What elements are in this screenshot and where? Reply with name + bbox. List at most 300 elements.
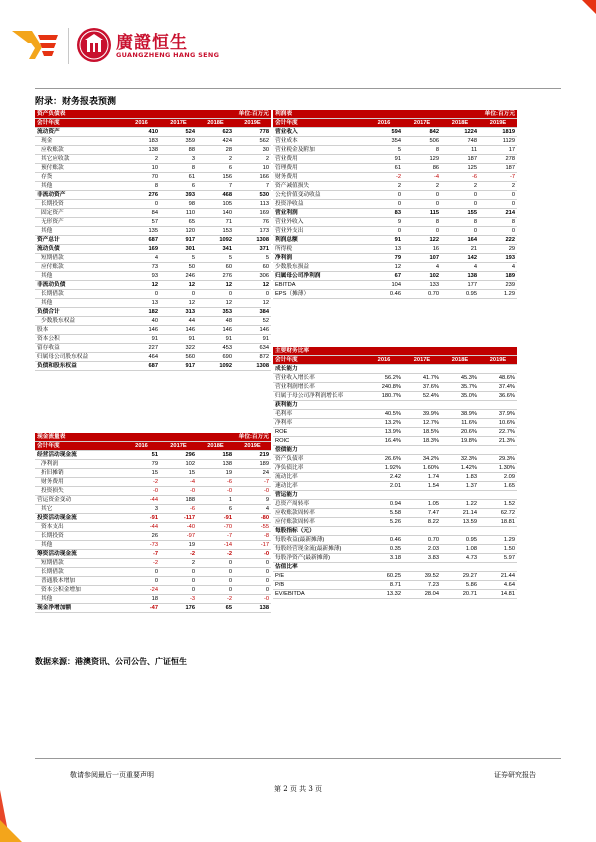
row-value: 506 [403,137,441,146]
row-label: 偿债能力 [273,446,365,455]
table-row [273,500,517,509]
row-value: -44 [123,496,160,505]
row-value: 26 [123,532,160,541]
row-value: 41.7% [403,374,441,383]
column-header-year: 2018E [197,442,234,451]
table-section-row [273,110,517,119]
row-label: 营业税金及附加 [273,146,365,155]
table-row [35,137,271,146]
table-row [273,581,517,590]
row-value: 29 [479,245,517,254]
table-row [273,218,517,227]
row-label: 净利润 [35,460,123,469]
row-value: 91 [365,236,403,245]
table-row [35,254,271,263]
row-value: 306 [234,272,271,281]
row-value: 8 [441,218,479,227]
row-value [441,563,479,572]
row-value: -8 [234,532,271,541]
row-value: 393 [160,191,197,200]
row-value: 57 [123,218,160,227]
row-value: 28 [197,146,234,155]
row-value: 13 [123,299,160,308]
row-value: 169 [123,245,160,254]
column-header-label: 会计年度 [35,442,123,451]
table-row [35,128,271,137]
row-value [479,491,517,500]
row-value: -6 [197,478,234,487]
row-value: 354 [365,137,403,146]
row-value: 468 [197,191,234,200]
row-value: 79 [365,254,403,263]
row-value: 0.46 [365,536,403,545]
row-value: 8 [160,164,197,173]
row-label: 非流动负债 [35,281,123,290]
page-title: 附录：财务报表预测 [35,97,117,107]
table-unit-label: 单位:百万元 [441,110,517,119]
row-value: -6 [441,173,479,182]
financial-ratio-table [273,347,517,599]
table-row [35,496,271,505]
table-row [273,563,517,572]
row-value: -2 [365,173,403,182]
row-value: 93 [123,272,160,281]
row-label: P/B [273,581,365,590]
row-value: -117 [160,514,197,523]
row-label: 长期借款 [35,568,123,577]
row-value: 384 [234,308,271,317]
row-value: 842 [403,128,441,137]
table-section-row [35,433,271,442]
row-value: 453 [197,344,234,353]
column-header-year: 2019E [479,356,517,365]
row-value: 1 [197,496,234,505]
row-value: 2 [234,155,271,164]
row-value: 276 [197,272,234,281]
row-value: 62.72 [479,509,517,518]
row-value: 5 [197,254,234,263]
row-label: 负债合计 [35,308,123,317]
row-label: 速动比率 [273,482,365,491]
row-value: 21.44 [479,572,517,581]
row-value: 52 [234,317,271,326]
row-value: 0 [403,227,441,236]
table-row [273,392,517,401]
table-row [35,227,271,236]
row-label: 资产减值损失 [273,182,365,191]
row-label: 投资损失 [35,487,123,496]
row-value: 872 [234,353,271,362]
row-value: 227 [123,344,160,353]
row-value: 60.25 [365,572,403,581]
row-label: 营运能力 [273,491,365,500]
row-value: 11 [441,146,479,155]
row-value: 0 [234,586,271,595]
table-row [35,164,271,173]
table-row [273,182,517,191]
row-value: 138 [197,460,234,469]
row-label: EPS（摊薄） [273,290,365,299]
column-header-year: 2018E [441,356,479,365]
income-statement-table [273,110,517,299]
row-value: 3 [160,155,197,164]
column-header-label: 会计年度 [273,356,365,365]
table-row [273,590,517,599]
row-label: 成长能力 [273,365,365,374]
row-value: 18.5% [403,428,441,437]
row-value: 1.29 [479,536,517,545]
row-value: 2 [441,182,479,191]
row-value: 52.4% [403,392,441,401]
row-value: 687 [123,236,160,245]
row-value: 187 [479,164,517,173]
row-value [403,563,441,572]
row-value [365,527,403,536]
row-value: 189 [479,272,517,281]
table-row [273,209,517,218]
row-value: 61 [160,173,197,182]
row-value: 530 [234,191,271,200]
table-row [35,326,271,335]
table-row [35,577,271,586]
table-row [273,164,517,173]
row-value [365,446,403,455]
row-label: 筹资活动现金流 [35,550,123,559]
table-row [273,128,517,137]
row-value: 35.0% [441,392,479,401]
row-value: -44 [123,523,160,532]
row-value: 690 [197,353,234,362]
table-row [273,518,517,527]
row-value: 214 [479,209,517,218]
row-value: 4 [234,505,271,514]
row-value [403,365,441,374]
row-value: 83 [365,209,403,218]
row-value: 2.01 [365,482,403,491]
row-label: 营运资金变动 [35,496,123,505]
row-value: 4.64 [479,581,517,590]
row-value: -73 [123,541,160,550]
row-value: -4 [160,478,197,487]
row-label: 其它 [35,505,123,514]
row-value: -3 [160,595,197,604]
column-header-year: 2018E [197,119,234,128]
row-value: 193 [479,254,517,263]
row-label: 流动负债 [35,245,123,254]
row-label: 投资净收益 [273,200,365,209]
row-value: 142 [441,254,479,263]
row-label: 留存收益 [35,344,123,353]
row-value: 12 [197,299,234,308]
row-value: 424 [197,137,234,146]
brand-name-cn: 廣證恒生 [116,33,188,53]
row-value: 12 [160,299,197,308]
row-value: 20.6% [441,428,479,437]
row-value: 0 [403,200,441,209]
row-value: 276 [123,191,160,200]
table-row [35,344,271,353]
table-row [35,523,271,532]
row-value: 48.6% [479,374,517,383]
row-value: 4 [441,263,479,272]
row-value: 1308 [234,236,271,245]
row-value: 60 [234,263,271,272]
row-value: 15 [123,469,160,478]
row-value: 3.18 [365,554,403,563]
row-label: 营业利润增长率 [273,383,365,392]
table-row [273,527,517,536]
row-label: EV/EBITDA [273,590,365,599]
row-value: 125 [441,164,479,173]
financial-ratio-body [273,347,517,599]
row-label: 每股收益(最新摊薄) [273,536,365,545]
row-label: 长期投资 [35,200,123,209]
row-value: 18.3% [403,437,441,446]
row-label: 应收账款周转率 [273,509,365,518]
column-header-label: 会计年度 [273,119,365,128]
row-value: 0 [479,191,517,200]
row-value: 1.08 [441,545,479,554]
row-value: 562 [234,137,271,146]
row-value: 133 [403,281,441,290]
table-row [35,218,271,227]
row-value: -0 [234,487,271,496]
row-value: 301 [160,245,197,254]
row-value: 24 [234,469,271,478]
table-row [35,317,271,326]
row-value [479,401,517,410]
row-value: 155 [441,209,479,218]
table-row [35,487,271,496]
row-value: 13 [365,245,403,254]
row-value: 129 [403,155,441,164]
row-value: 5.58 [365,509,403,518]
row-value: -47 [123,604,160,613]
row-value: 278 [479,155,517,164]
table-row [35,272,271,281]
row-value: 0 [234,559,271,568]
row-value: 91 [234,335,271,344]
row-value: -14 [197,541,234,550]
row-value: 5 [160,254,197,263]
row-label: 净利润 [273,254,365,263]
row-label: 营业利润 [273,209,365,218]
row-value: 12 [234,281,271,290]
row-value: 12 [234,299,271,308]
row-label: 总资产周转率 [273,500,365,509]
row-value: 13.9% [365,428,403,437]
row-value: -0 [234,550,271,559]
row-value: 0 [197,559,234,568]
row-value: 36.6% [479,392,517,401]
row-value: 2 [403,182,441,191]
row-value [479,446,517,455]
table-row [35,505,271,514]
cash-flow-body [35,433,271,613]
row-value: 222 [479,236,517,245]
row-value: 341 [197,245,234,254]
row-label: 归属母公司股东权益 [35,353,123,362]
row-value: 0 [403,191,441,200]
table-row [273,428,517,437]
row-label: 其他 [35,227,123,236]
row-value: 44 [160,317,197,326]
row-label: 股本 [35,326,123,335]
row-value: 1129 [479,137,517,146]
row-value: 0 [160,290,197,299]
row-value: 0.94 [365,500,403,509]
row-value: 135 [123,227,160,236]
table-row [35,155,271,164]
row-value: 115 [403,209,441,218]
row-label: 营业收入 [273,128,365,137]
row-value: 15 [160,469,197,478]
row-value: 146 [234,326,271,335]
row-value: 7.47 [403,509,441,518]
row-value [441,365,479,374]
table-row [35,514,271,523]
row-value: -80 [234,514,271,523]
row-value: 29.27 [441,572,479,581]
table-row [273,437,517,446]
table-header-row [273,356,517,365]
table-row [35,469,271,478]
row-value: 10 [234,164,271,173]
row-value [479,527,517,536]
row-value: 7 [234,182,271,191]
row-value: 0 [479,227,517,236]
row-value: 560 [160,353,197,362]
table-row [35,281,271,290]
row-value: 1.37 [441,482,479,491]
row-value: 7.23 [403,581,441,590]
row-value: 8.71 [365,581,403,590]
row-label: 长期投资 [35,532,123,541]
row-value: 102 [403,272,441,281]
row-value: 1.22 [441,500,479,509]
column-header-year: 2016 [123,442,160,451]
row-value: -40 [160,523,197,532]
row-label: 投资活动现金流 [35,514,123,523]
row-value: 158 [197,451,234,460]
row-value [479,563,517,572]
row-value: 594 [365,128,403,137]
row-value: 146 [160,326,197,335]
table-row [273,272,517,281]
table-row [273,200,517,209]
row-value: 0 [197,586,234,595]
row-value: 29.3% [479,455,517,464]
corner-decoration-top [582,0,596,14]
row-label: 每股指标（元） [273,527,365,536]
row-value: 12.7% [403,419,441,428]
brand-logo-icon [12,29,58,63]
column-header-year: 2017E [160,119,197,128]
row-value: 40.5% [365,410,403,419]
row-label: 折旧摊销 [35,469,123,478]
table-row [273,191,517,200]
row-value: 12 [197,281,234,290]
row-label: 归属母公司净利润 [273,272,365,281]
row-value: 56.2% [365,374,403,383]
row-label: 应付账款周转率 [273,518,365,527]
row-label: 财务费用 [35,478,123,487]
row-value: 524 [160,128,197,137]
row-value: 17 [479,146,517,155]
row-value: 61 [365,164,403,173]
column-header-year: 2016 [365,356,403,365]
row-value: 71 [197,218,234,227]
row-label: 流动比率 [273,473,365,482]
row-label: 无形资产 [35,218,123,227]
row-label: 利润总额 [273,236,365,245]
row-value: 296 [160,451,197,460]
row-value: 70 [123,173,160,182]
column-header-label: 会计年度 [35,119,123,128]
table-row [35,191,271,200]
row-value: 169 [234,209,271,218]
table-row [273,401,517,410]
row-value: 37.6% [403,383,441,392]
row-value: 5.86 [441,581,479,590]
row-value: 0 [365,191,403,200]
row-value [365,365,403,374]
row-value: 13.2% [365,419,403,428]
row-value: 2 [160,559,197,568]
table-header-row [35,119,271,128]
row-value: 177 [441,281,479,290]
row-value: 1224 [441,128,479,137]
row-value: 0 [160,568,197,577]
row-value [403,527,441,536]
row-value: 140 [197,209,234,218]
row-value: 120 [160,227,197,236]
table-row [35,604,271,613]
table-row [273,473,517,482]
row-value: 353 [197,308,234,317]
row-label: 应收账款 [35,146,123,155]
table-section-title: 资产负债表 [35,110,197,119]
row-value: -2 [197,595,234,604]
row-value: 11.6% [441,419,479,428]
row-value: 45.3% [441,374,479,383]
row-value: 188 [160,496,197,505]
row-value: 0 [234,568,271,577]
row-value: 2.09 [479,473,517,482]
table-row [273,455,517,464]
row-value: 240.8% [365,383,403,392]
row-label: 其他 [35,272,123,281]
table-row [273,446,517,455]
row-value: 3.83 [403,554,441,563]
row-label: 流动资产 [35,128,123,137]
table-row [35,200,271,209]
column-header-year: 2019E [479,119,517,128]
row-label: 其他 [35,299,123,308]
row-value: 138 [441,272,479,281]
row-value: 146 [123,326,160,335]
table-row [35,478,271,487]
row-value: -0 [123,487,160,496]
row-value: 0.70 [403,536,441,545]
row-value: 1.42% [441,464,479,473]
row-value: 8 [403,218,441,227]
row-value: 5.26 [365,518,403,527]
row-value: 182 [123,308,160,317]
row-value: 6 [197,164,234,173]
row-label: 资本公积 [35,335,123,344]
row-value: 65 [160,218,197,227]
